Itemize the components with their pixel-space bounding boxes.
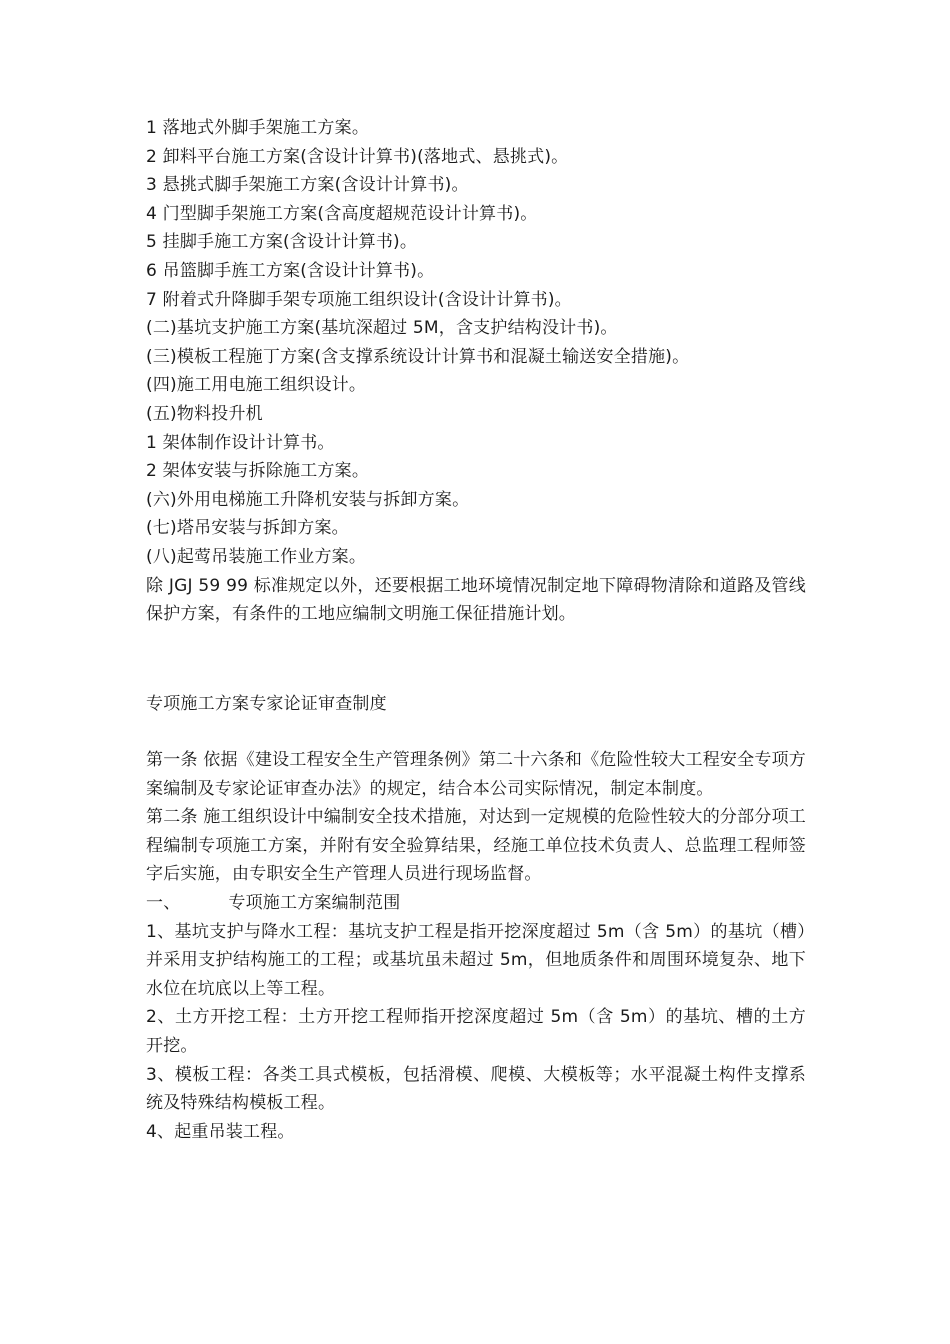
scope-item-2: 2、土方开挖工程：土方开挖工程师指开挖深度超过 5m（含 5m）的基坑、槽的土方开挖。 bbox=[146, 1007, 806, 1056]
scope-item-3: 3、模板工程：各类工具式模板，包括滑模、爬模、大模板等；水平混凝土构件支撑系统及特殊结构模板工程。 bbox=[146, 1064, 806, 1114]
scope-item-1: 1、基坑支护与降水工程：基坑支护工程是指开挖深度超过 5m（含 5m）的基坑（槽）并采用支护结构施工的工程；或基坑虽未超过 5m，但地质条件和周围环境复杂、地下水位在坑底以上等工程。 bbox=[146, 921, 806, 999]
subsection-title: 专项施工方案编制范围 bbox=[228, 892, 401, 913]
scheme-list bbox=[146, 114, 806, 629]
list-item: (三)模板工程施丁方案(含支撑系统设计计算书和混凝土输送安全措施)。 bbox=[146, 346, 690, 367]
list-item: 4 门型脚手架施工方案(含高度超规范设计计算书)。 bbox=[146, 203, 538, 224]
list-item: 1 落地式外脚手架施工方案。 bbox=[146, 118, 370, 138]
list-item: (二)基坑支护施工方案(基坑深超过 5M，含支护结构没计书)。 bbox=[146, 318, 618, 339]
article-1: 第一条 依据《建设工程安全生产管理条例》第二十六条和《危险性较大工程安全专项方案编制及专家论证审查办法》的规定，结合本公司实际情况，制定本制度。 bbox=[146, 750, 806, 799]
list-item: (六)外用电梯施工升降机安装与拆卸方案。 bbox=[146, 489, 470, 510]
list-item: 3 悬挑式脚手架施工方案(含设计计算书)。 bbox=[146, 175, 469, 196]
section-title-block bbox=[146, 690, 806, 719]
regulation-body bbox=[146, 746, 806, 1146]
subsection-number: 一、 bbox=[146, 892, 181, 913]
list-item: (四)施工用电施工组织设计。 bbox=[146, 375, 367, 396]
list-item: 7 附着式升降脚手架专项施工组织设计(含设计计算书)。 bbox=[146, 289, 572, 310]
list-item: (七)塔吊安装与拆卸方案。 bbox=[146, 518, 349, 539]
list-item: 6 吊篮脚手旌工方案(含设计计算书)。 bbox=[146, 260, 435, 281]
scope-item-4: 4、起重吊装工程。 bbox=[146, 1121, 295, 1142]
list-item: 2 卸料平台施工方案(含设计计算书)(落地式、悬挑式)。 bbox=[146, 146, 569, 167]
paragraph: 除 JGJ 59 99 标准规定以外，还要根据工地环境情况制定地下障碍物清除和道路及管线保护方案，有条件的工地应编制文明施工保征措施计划。 bbox=[146, 575, 806, 625]
subsection-heading bbox=[146, 889, 806, 918]
article-2: 第二条 施工组织设计中编制安全技术措施，对达到一定规模的危险性较大的分部分项工程编制专项施工方案，并附有安全验算结果，经施工单位技术负责人、总监理工程师签字后实施，由专职安全生产管理人员进行现场监督。 bbox=[146, 807, 806, 885]
list-item: (五)物料投升机 bbox=[146, 403, 263, 424]
list-item: 1 架体制作设计计算书。 bbox=[146, 432, 335, 453]
section-title: 专项施工方案专家论证审查制度 bbox=[146, 694, 387, 714]
list-item: 5 挂脚手施工方案(含设计计算书)。 bbox=[146, 232, 418, 253]
list-item: 2 架体安装与拆除施工方案。 bbox=[146, 461, 370, 482]
list-item: (八)起莺吊装施工作业方案。 bbox=[146, 546, 367, 567]
